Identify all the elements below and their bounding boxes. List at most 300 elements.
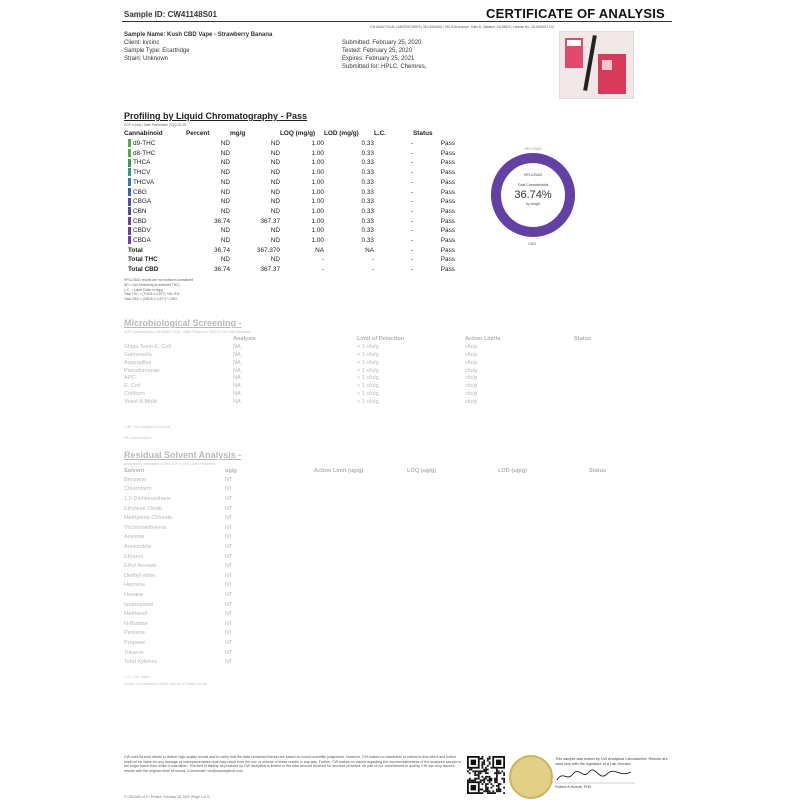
cannabinoid-label: d9-THC [133, 140, 156, 147]
cannabinoid-color-marker [128, 217, 131, 225]
mgg-cell: ND [270, 169, 280, 177]
solvent-row [124, 485, 664, 495]
mgg-cell: ND [270, 207, 280, 215]
micro-lod: < 1 cfu/g [357, 399, 379, 406]
mgg-cell: ND [270, 149, 280, 157]
sample-info-left [124, 31, 272, 63]
solvent-result: NT [225, 611, 233, 618]
potency-total-row [124, 265, 455, 275]
loq-cell: 1.00 [311, 188, 324, 196]
lc-cell: - [410, 169, 413, 177]
potency-header-row [124, 129, 455, 139]
solvent-col-ugg: ug/g [225, 468, 237, 474]
lc-cell: - [410, 159, 413, 167]
loq-cell: 1.00 [311, 227, 324, 235]
solvent-name: Methylene Chloride [124, 515, 173, 522]
expires-date: Expires: February 25, 2021 [342, 56, 415, 62]
solvent-note: * NT = Not Tested [124, 675, 150, 679]
lc-cell: - [410, 198, 413, 206]
cannabinoid-label: CBDV [133, 227, 151, 235]
submitted-for: Submitted for: HPLC, Chemres, [342, 64, 427, 70]
potency-row [124, 149, 455, 159]
percent-cell: ND [220, 178, 230, 186]
mgg-cell: 367.37 [260, 217, 280, 225]
solvent-result: NT [225, 601, 233, 608]
solvent-row [124, 476, 664, 486]
col-lod: LOD (mg/g) [324, 130, 359, 138]
lod-cell: 0.33 [361, 149, 374, 157]
solvent-title: Residual Solvent Analysis - [124, 450, 242, 460]
micro-row [124, 352, 664, 360]
solvent-row [124, 562, 664, 572]
cannabinoid-name [124, 197, 186, 207]
mgg-cell: ND [270, 140, 280, 147]
loq-cell: - [321, 256, 324, 264]
micro-row [124, 344, 664, 352]
solvent-name: Isopropanol [124, 601, 154, 608]
solvent-row [124, 620, 664, 630]
micro-note: * NR = Not Required (Pursuant) [124, 425, 171, 429]
loq-cell: 1.00 [311, 140, 324, 147]
micro-analyte: Shiga Toxin E. Coli [124, 343, 171, 350]
cannabinoid-name [124, 139, 186, 149]
donut-sub: by weight [525, 202, 541, 206]
status-cell: Pass [440, 149, 455, 157]
solvent-name: Hexane [124, 592, 144, 599]
cannabinoid-color-marker [128, 227, 131, 235]
micro-row [124, 391, 664, 399]
solvent-name: Acetonitrile [124, 544, 152, 551]
total-label: Total [128, 246, 143, 254]
col-status: Status [413, 130, 433, 138]
micro-result: NA [233, 343, 241, 350]
cannabinoid-label: CBN [133, 207, 147, 215]
percent-cell: 36.74 [214, 266, 230, 274]
micro-row [124, 360, 664, 368]
cannabinoid-color-marker [128, 168, 131, 176]
micro-title: Microbiological Screening - [124, 318, 242, 328]
cannabinoid-color-marker [128, 207, 131, 215]
loq-cell: 1.00 [311, 217, 324, 225]
lod-cell: 0.33 [361, 198, 374, 206]
potency-note: HPLC/DAD results are not moisture-normalized [124, 278, 194, 282]
qr-code-icon[interactable] [467, 756, 505, 794]
header-divider [122, 21, 672, 22]
percent-cell: ND [220, 149, 230, 157]
solvent-result: NT [225, 486, 233, 493]
micro-row [124, 368, 664, 376]
solvent-name: Ethanol [124, 553, 143, 560]
status-cell: Pass [440, 246, 455, 254]
mgg-cell: ND [270, 198, 280, 206]
loq-cell: NA [315, 246, 324, 254]
solvent-subtitle: Analyzed by headspace GCMS. SOP # (n/a) | Date Performed [124, 462, 215, 466]
cannabinoid-name [124, 178, 186, 188]
lc-cell: - [410, 207, 413, 215]
lod-cell: 0.33 [361, 217, 374, 225]
product-photo [559, 31, 634, 99]
lod-cell: 0.33 [361, 140, 374, 147]
coa-page [110, 0, 690, 800]
solvent-name: Trichloroethylene [124, 524, 167, 531]
solvent-name: Toluene [124, 649, 144, 656]
micro-note-2: NA = Not Analyzed [124, 436, 152, 440]
cannabinoid-color-marker [128, 159, 131, 167]
solvent-row [124, 495, 664, 505]
cannabinoid-label: THCA [133, 159, 151, 167]
solvent-row [124, 601, 664, 611]
solvent-table [124, 468, 664, 668]
status-cell: Pass [440, 159, 455, 167]
col-cannabinoid: Cannabinoid [124, 130, 163, 138]
cannabinoid-name [124, 149, 186, 159]
micro-analyte: Aspergillus [124, 359, 152, 366]
solvent-row [124, 658, 664, 668]
potency-note: L.C. = Label Claim in mg/g [124, 287, 163, 292]
sample-name: Sample Name: Kush CBD Vape - Strawberry Banana [124, 32, 273, 38]
cannabinoid-label: THCV [133, 169, 151, 177]
solvent-result: NT [225, 620, 233, 627]
potency-note: ND = Not Detected(not detected THC) [124, 282, 180, 287]
micro-action-limit: cfu/g [465, 343, 478, 350]
micro-result: NA [233, 351, 241, 358]
solvent-row [124, 610, 664, 620]
solvent-row [124, 505, 664, 515]
micro-col-action: Action Limits [465, 336, 501, 342]
status-cell: Pass [440, 237, 455, 245]
cannabinoid-color-marker [128, 149, 131, 157]
micro-result: NA [233, 399, 241, 406]
loq-cell: 1.00 [311, 198, 324, 206]
solvent-row [124, 553, 664, 563]
lod-cell: 0.33 [361, 178, 374, 186]
cannabinoid-name [124, 188, 186, 198]
client: Client: kvcinc [124, 40, 160, 46]
status-cell: Pass [440, 140, 455, 147]
percent-cell: ND [220, 169, 230, 177]
micro-col-status: Status [574, 336, 592, 342]
potency-table [124, 129, 455, 275]
potency-row [124, 226, 455, 236]
solvent-row [124, 591, 664, 601]
signer-name: Robert A Huede, PhD [555, 785, 592, 790]
status-cell: Pass [440, 198, 455, 206]
submitted-date: Submitted: February 25, 2020 [342, 40, 422, 46]
col-mgg: mg/g [230, 130, 246, 138]
page-footer: © CWLAB2 v1.0 | Printed: February 28, 2020 (Page 1 of 2) [124, 795, 210, 799]
cannabinoid-color-marker [128, 139, 131, 147]
solvent-name: Pentane [124, 630, 145, 637]
micro-analyte: Salmonella [124, 351, 152, 358]
solvent-name: Methanol [124, 611, 148, 618]
micro-analyte: Pseudomonas [124, 367, 160, 374]
micro-lod: < 1 cfu/g [357, 351, 379, 358]
solvent-header-row [124, 468, 664, 476]
accreditation-seal-icon [509, 755, 553, 799]
potency-note: Total CBD = (CBDA X 0.877) + CBD [124, 297, 177, 302]
document-title: CERTIFICATE OF ANALYSIS [486, 6, 665, 21]
lod-cell: 0.33 [361, 227, 374, 235]
sample-type: Sample Type: Ecartridge [124, 48, 190, 54]
solvent-row [124, 572, 664, 582]
lc-cell: - [410, 149, 413, 157]
solvent-row [124, 514, 664, 524]
solvent-name: Chloroform [124, 486, 152, 493]
solvent-result: NT [225, 524, 233, 531]
cannabinoid-name [124, 217, 186, 227]
loq-cell: - [321, 266, 324, 274]
micro-row [124, 399, 664, 407]
micro-header-row [124, 336, 664, 344]
solvent-row [124, 533, 664, 543]
donut-bottom-label: CBD [528, 241, 537, 246]
mgg-cell: ND [270, 178, 280, 186]
solvent-col-loq: LOQ (ug/g) [407, 468, 437, 474]
solvent-row [124, 581, 664, 591]
status-cell: Pass [440, 207, 455, 215]
micro-row [124, 383, 664, 391]
solvent-col-status: Status [589, 468, 607, 474]
cannabinoid-name [124, 236, 186, 246]
percent-cell: ND [220, 237, 230, 245]
cannabinoid-label: d8-THC [133, 149, 156, 157]
lc-cell: - [410, 178, 413, 186]
micro-lod: < 1 cfu/g [357, 343, 379, 350]
vape-cartridge-image [560, 32, 633, 98]
loq-cell: 1.00 [311, 159, 324, 167]
solvent-row [124, 629, 664, 639]
potency-row [124, 158, 455, 168]
cannabinoid-color-marker [128, 188, 131, 196]
signature-scribble [555, 768, 635, 784]
donut-svg [486, 145, 580, 239]
micro-action-limit: cfu/g [465, 351, 478, 358]
percent-cell: ND [220, 198, 230, 206]
potency-title: Profiling by Liquid Chromatography - Pass [124, 111, 308, 121]
signature-box [555, 757, 670, 795]
loq-cell: 1.00 [311, 207, 324, 215]
micro-lod: < 1 cfu/g [357, 375, 379, 382]
percent-cell: ND [220, 188, 230, 196]
percent-cell: ND [220, 227, 230, 235]
mgg-cell: ND [270, 188, 280, 196]
lc-cell: - [410, 266, 413, 274]
lc-cell: - [410, 140, 413, 147]
solvent-result: NT [225, 505, 233, 512]
solvent-result: NT [225, 659, 233, 666]
micro-col-lod: Limit of Detection [357, 336, 405, 342]
solvent-col-lod: LOD (ug/g) [498, 468, 527, 474]
micro-result: NA [233, 391, 241, 398]
potency-row [124, 217, 455, 227]
status-cell: Pass [440, 169, 455, 177]
micro-analyte: E. Coli [124, 383, 141, 390]
lc-cell: - [410, 188, 413, 196]
potency-row [124, 197, 455, 207]
lod-cell: - [371, 266, 374, 274]
sample-info-right [342, 39, 426, 71]
micro-table [124, 336, 664, 407]
mgg-cell: 367.37 [260, 266, 280, 274]
cannabinoid-color-marker [128, 178, 131, 186]
donut-label: Total Cannabinoids [517, 183, 549, 187]
status-cell: Pass [440, 227, 455, 235]
percent-cell: ND [220, 256, 230, 264]
mgg-cell: ND [270, 256, 280, 264]
micro-result: NA [233, 375, 241, 382]
loq-cell: 1.00 [311, 237, 324, 245]
status-cell: Pass [440, 256, 455, 264]
solvent-result: NT [225, 515, 233, 522]
potency-notes [124, 278, 193, 302]
cannabinoid-name [124, 207, 186, 217]
cannabinoid-label: THCVA [133, 178, 155, 186]
micro-result: NA [233, 367, 241, 374]
potency-total-row [124, 255, 455, 265]
micro-action-limit: cfu/g [465, 359, 478, 366]
col-loq: LOQ (mg/g) [280, 130, 316, 138]
percent-cell: ND [220, 140, 230, 147]
solvent-name: 1,2-Dichloroethane [124, 496, 172, 503]
loq-cell: 1.00 [311, 178, 324, 186]
cannabinoid-label: CBGA [133, 198, 152, 206]
percent-cell: 36.74 [214, 217, 230, 225]
percent-cell: ND [220, 207, 230, 215]
solvent-name: Acetone [124, 534, 145, 541]
solvent-result: NT [225, 639, 233, 646]
micro-action-limit: cfu/g [465, 375, 478, 382]
micro-action-limit: cfu/g [465, 367, 478, 374]
solvent-result: NT [225, 534, 233, 541]
lod-cell: 0.33 [361, 237, 374, 245]
solvent-result: NT [225, 553, 233, 560]
status-cell: Pass [440, 217, 455, 225]
cannabinoid-name [124, 226, 186, 236]
micro-action-limit: cfu/g [465, 391, 478, 398]
lod-cell: NA [365, 246, 374, 254]
lab-info: CW ANALYTICAL LABORATORIES | 510.545.6661 | 851 81st Avenue, Suite D, Oakland, CA 94621 | License No. C8-0000017-LIC [370, 25, 555, 29]
cannabinoid-color-marker [128, 236, 131, 244]
tested-date: Tested: February 25, 2020 [342, 48, 413, 54]
solvent-result: NT [225, 496, 233, 503]
solvent-row [124, 649, 664, 659]
micro-analyte: Coliform [124, 391, 145, 398]
solvent-name: N-Butane [124, 620, 148, 627]
disclaimer: CW uses its best efforts to deliver high-quality results and to verify that the data contained therein are based on sound scientific judgement. However, CW makes no warranties or claims to that effect and further shall not be liable for any damage or misrepresentation that may result from the use or misuse of these results in any way. Further, CW makes no claims regarding the representativeness of the analyzed sample to the larger batch from which it was taken. The limit of liability as provided by CW Analytical is limited to the total amount invoiced for services provided. As part of our commitment to quality, CW can only discuss results with the original client of record. Comments? cw@cwanalytical.com [124, 755, 462, 773]
loq-cell: 1.00 [311, 169, 324, 177]
lc-cell: - [410, 217, 413, 225]
micro-result: NA [233, 383, 241, 390]
status-cell: Pass [440, 266, 455, 274]
micro-lod: < 1 cfu/g [357, 391, 379, 398]
solvent-name: Ethylene Oxide [124, 505, 162, 512]
donut-top-text: HPLC/DAD [523, 173, 543, 177]
micro-col-analysis: Analysis [233, 336, 257, 342]
solvent-name: Heptane [124, 582, 146, 589]
percent-cell: ND [220, 159, 230, 167]
micro-lod: < 1 cfu/g [357, 367, 379, 374]
mgg-cell: ND [270, 159, 280, 167]
micro-subtitle: SOP # performed by CW ANALYTICAL | Date Performed: 2020-02-25 | Date Reviewed [124, 330, 251, 334]
cannabinoid-label: CBD [133, 217, 147, 225]
micro-lod: < 1 cfu/g [357, 359, 379, 366]
solvent-row [124, 639, 664, 649]
potency-row [124, 236, 455, 246]
potency-row [124, 178, 455, 188]
solvent-col-name: Solvent [124, 468, 145, 474]
potency-row [124, 207, 455, 217]
cannabinoid-color-marker [128, 198, 131, 206]
solvent-result: NT [225, 630, 233, 637]
solvent-row [124, 543, 664, 553]
status-cell: Pass [440, 188, 455, 196]
lc-cell: - [410, 246, 413, 254]
solvent-note-2: Solvent not determined will be reported at Phase 3 levels [124, 682, 208, 686]
solvent-result: NT [225, 476, 233, 483]
micro-action-limit: cfu/g [465, 399, 478, 406]
solvent-name: Total Xylenes [124, 659, 158, 666]
cannabinoid-name [124, 168, 186, 178]
donut-top-label: HPLC/DAD [524, 147, 542, 151]
mgg-cell: ND [270, 237, 280, 245]
total-label: Total CBD [128, 266, 159, 274]
lc-cell: - [410, 237, 413, 245]
col-lc: L.C. [374, 130, 387, 138]
lc-cell: - [410, 256, 413, 264]
potency-row [124, 168, 455, 178]
micro-analyte: APC [124, 375, 136, 382]
lod-cell: 0.33 [361, 159, 374, 167]
solvent-row [124, 524, 664, 534]
donut-value: 36.74% [514, 189, 552, 201]
micro-result: NA [233, 359, 241, 366]
micro-analyte: Yeast & Mold [124, 399, 157, 406]
col-percent: Percent [186, 130, 210, 138]
solvent-result: NT [225, 592, 233, 599]
solvent-result: NT [225, 572, 233, 579]
total-label: Total THC [128, 256, 158, 264]
lc-cell: - [410, 227, 413, 235]
cannabinoid-donut-chart [486, 145, 580, 246]
micro-lod: < 1 cfu/g [357, 383, 379, 390]
strain: Strain: Unknown [124, 56, 169, 62]
sample-id: Sample ID: CW41148S01 [124, 10, 217, 19]
potency-note: Total THC = (THCA X 0.877) +d9-THC [124, 292, 181, 297]
potency-subtitle: SOP # (n/a) | Date Performed: 2020-02-25 [124, 123, 187, 127]
mgg-cell: ND [270, 227, 280, 235]
solvent-col-action: Action Limit (ug/g) [314, 468, 364, 474]
potency-row [124, 188, 455, 198]
cannabinoid-label: CBDA [133, 237, 151, 245]
mgg-cell: 367.370 [256, 246, 280, 254]
cannabinoid-name [124, 158, 186, 168]
solvent-result: NT [225, 649, 233, 656]
micro-action-limit: cfu/g [465, 383, 478, 390]
solvent-result: NT [225, 544, 233, 551]
solvent-result: NT [225, 563, 233, 570]
status-cell: Pass [440, 178, 455, 186]
lod-cell: 0.33 [361, 207, 374, 215]
solvent-name: Diethyl ether [124, 572, 156, 579]
potency-total-row [124, 246, 455, 256]
solvent-name: Propane [124, 639, 146, 646]
micro-row [124, 375, 664, 383]
cannabinoid-label: CBG [133, 188, 147, 196]
lod-cell: 0.33 [361, 169, 374, 177]
percent-cell: 36.74 [214, 246, 230, 254]
potency-row [124, 139, 455, 149]
lod-cell: - [371, 256, 374, 264]
